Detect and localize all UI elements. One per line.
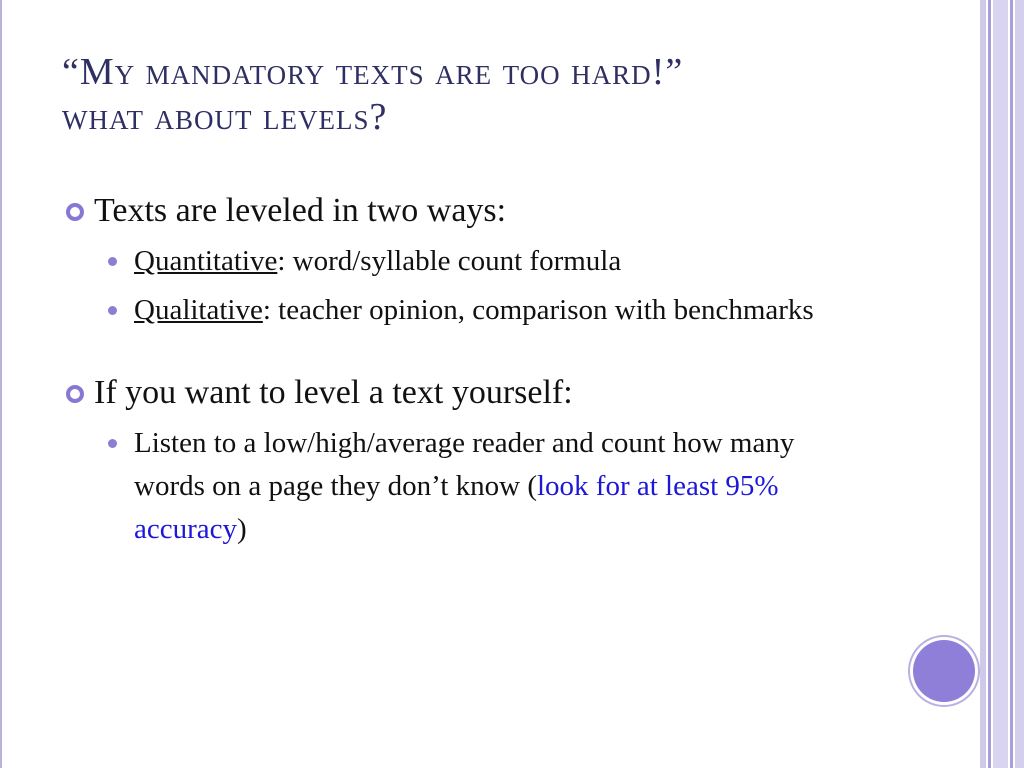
title-line-1: “My mandatory texts are too hard!” xyxy=(62,51,684,93)
stripe xyxy=(1010,0,1013,768)
bullet-heading: Texts are leveled in two ways: xyxy=(94,192,507,229)
left-border-line xyxy=(0,0,2,768)
bullet-heading: If you want to level a text yourself: xyxy=(94,374,573,411)
bullet-level-2 xyxy=(62,422,862,551)
bullet-term: Quantitative xyxy=(134,245,278,277)
stripe xyxy=(980,0,986,768)
bullet-text: : teacher opinion, comparison with benchmarks xyxy=(262,294,814,326)
dot-bullet-icon xyxy=(108,306,117,315)
bullet-text: : word/syllable count formula xyxy=(277,245,622,277)
highlighted-text: look for at least 95% accuracy xyxy=(134,470,779,545)
ring-bullet-icon xyxy=(66,203,84,221)
title-line-2: what about levels? xyxy=(62,96,388,138)
slide-title xyxy=(62,50,882,140)
bullet-level-2 xyxy=(62,289,862,332)
dot-bullet-icon xyxy=(108,257,117,266)
bullet-level-1 xyxy=(62,188,862,234)
right-decorative-stripes xyxy=(980,0,1024,768)
decorative-circle-icon xyxy=(913,640,975,702)
bullet-text-end: ) xyxy=(237,513,247,545)
ring-bullet-icon xyxy=(66,385,84,403)
stripe xyxy=(993,0,1008,768)
bullet-text: Listen to a low/high/average reader and count how many words on a page they don’t know ( xyxy=(134,427,795,502)
bullet-level-1 xyxy=(62,370,862,416)
spacer xyxy=(62,332,862,370)
bullet-term: Qualitative xyxy=(134,294,263,326)
slide-body xyxy=(62,188,862,551)
dot-bullet-icon xyxy=(108,439,117,448)
stripe xyxy=(1015,0,1024,768)
bullet-level-2 xyxy=(62,240,862,283)
stripe xyxy=(988,0,991,768)
